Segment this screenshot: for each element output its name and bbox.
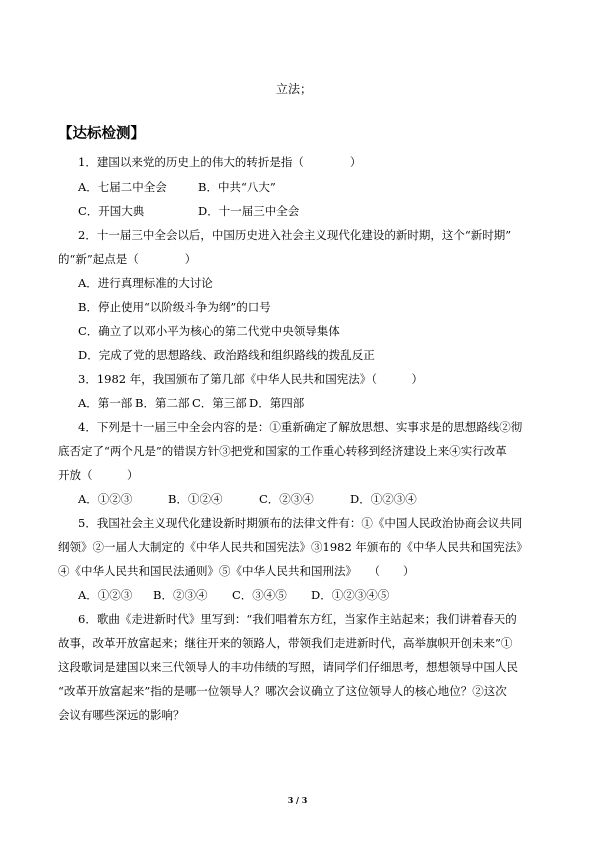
question-2-option-c: C．确立了以邓小平为核心的第二代党中央领导集体 <box>78 324 340 338</box>
question-3-option-d: D．第四部 <box>249 396 305 410</box>
question-2-stem-line-2: 的“新”起点是（ ） <box>58 252 197 266</box>
question-6-stem-line-4: “改革开放富起来”指的是哪一位领导人？哪次会议确立了这位领导人的核心地位？②这次 <box>58 684 507 698</box>
question-4-stem-line-2: 底否定了“两个凡是”的错误方针③把党和国家的工作重心转移到经济建设上来④实行改革 <box>58 444 507 458</box>
question-4-option-d: D．①②③④ <box>350 492 417 506</box>
section-title: 【达标检测】 <box>58 126 145 142</box>
question-6-stem-line-3: 这段歌词是建国以来三代领导人的丰功伟绩的写照，请同学们仔细思考，想想领导中国人民 <box>58 660 518 674</box>
question-3-option-a: A．第一部 <box>78 396 133 410</box>
question-5-option-b: B．②③④ <box>153 588 208 602</box>
question-5-stem-line-3: ④《中华人民共和国民法通则》⑤《中华人民共和国刑法》 （ ） <box>58 564 415 578</box>
question-2-option-d: D．完成了党的思想路线、政治路线和组织路线的拨乱反正 <box>78 348 375 362</box>
question-5-option-a: A．①②③ <box>78 588 133 602</box>
question-4-option-c: C．②③④ <box>259 492 314 506</box>
question-4-stem-line-3: 开放（ ） <box>58 468 139 482</box>
question-1-option-b: B．中共“八大” <box>198 180 276 194</box>
question-2-stem-line-1: 2．十一届三中全会以后，中国历史进入社会主义现代化建设的新时期，这个“新时期” <box>78 228 512 242</box>
question-6-stem-line-5: 会议有哪些深远的影响？ <box>58 708 185 722</box>
question-5-option-d: D．①②③④⑤ <box>311 588 390 602</box>
page-number: 3 / 3 <box>287 795 308 805</box>
question-5-options-row <box>78 588 389 602</box>
question-1-options-row-1 <box>78 180 276 194</box>
question-3-option-c: C．第三部 <box>192 396 247 410</box>
question-4-option-b: B．①②④ <box>168 492 223 506</box>
question-3-stem: 3．1982 年，我国颁布了第几部《中华人民共和国宪法》（ ） <box>78 372 423 386</box>
question-2-option-a: A．进行真理标准的大讨论 <box>78 276 213 290</box>
question-1-options-row-2 <box>78 204 299 218</box>
question-6-stem-line-1: 6．歌曲《走进新时代》里写到：“我们唱着东方红，当家作主站起来；我们讲着春天的 <box>78 612 517 626</box>
question-3-options-row <box>78 396 304 410</box>
question-3-option-b: B．第二部 <box>135 396 190 410</box>
question-1-stem: 1．建国以来党的历史上的伟大的转折是指（ ） <box>78 155 362 169</box>
question-4-options-row <box>78 492 417 506</box>
question-5-stem-line-2: 纲领》②一届人大制定的《中华人民共和国宪法》③1982 年颁布的《中华人民共和国宪法》 <box>58 540 528 554</box>
question-6-stem-line-2: 故事，改革开放富起来；继往开来的领路人，带领我们走进新时代，高举旗帜开创未来”① <box>58 636 513 650</box>
question-1-option-d: D．十一届三中全会 <box>198 204 300 218</box>
question-1-option-c: C．开国大典 <box>78 204 145 218</box>
question-4-option-a: A．①②③ <box>78 492 133 506</box>
question-2-option-b: B．停止使用“以阶级斗争为纲”的口号 <box>78 300 271 314</box>
question-5-option-c: C．③④⑤ <box>232 588 287 602</box>
question-1-option-a: A．七届二中全会 <box>78 180 167 194</box>
page-heading-fragment: 立法； <box>276 82 313 96</box>
question-4-stem-line-1: 4．下列是十一届三中全会内容的是：①重新确定了解放思想、实事求是的思想路线②彻 <box>78 420 523 434</box>
question-5-stem-line-1: 5．我国社会主义现代化建设新时期颁布的法律文件有：①《中国人民政治协商会议共同 <box>78 516 523 530</box>
